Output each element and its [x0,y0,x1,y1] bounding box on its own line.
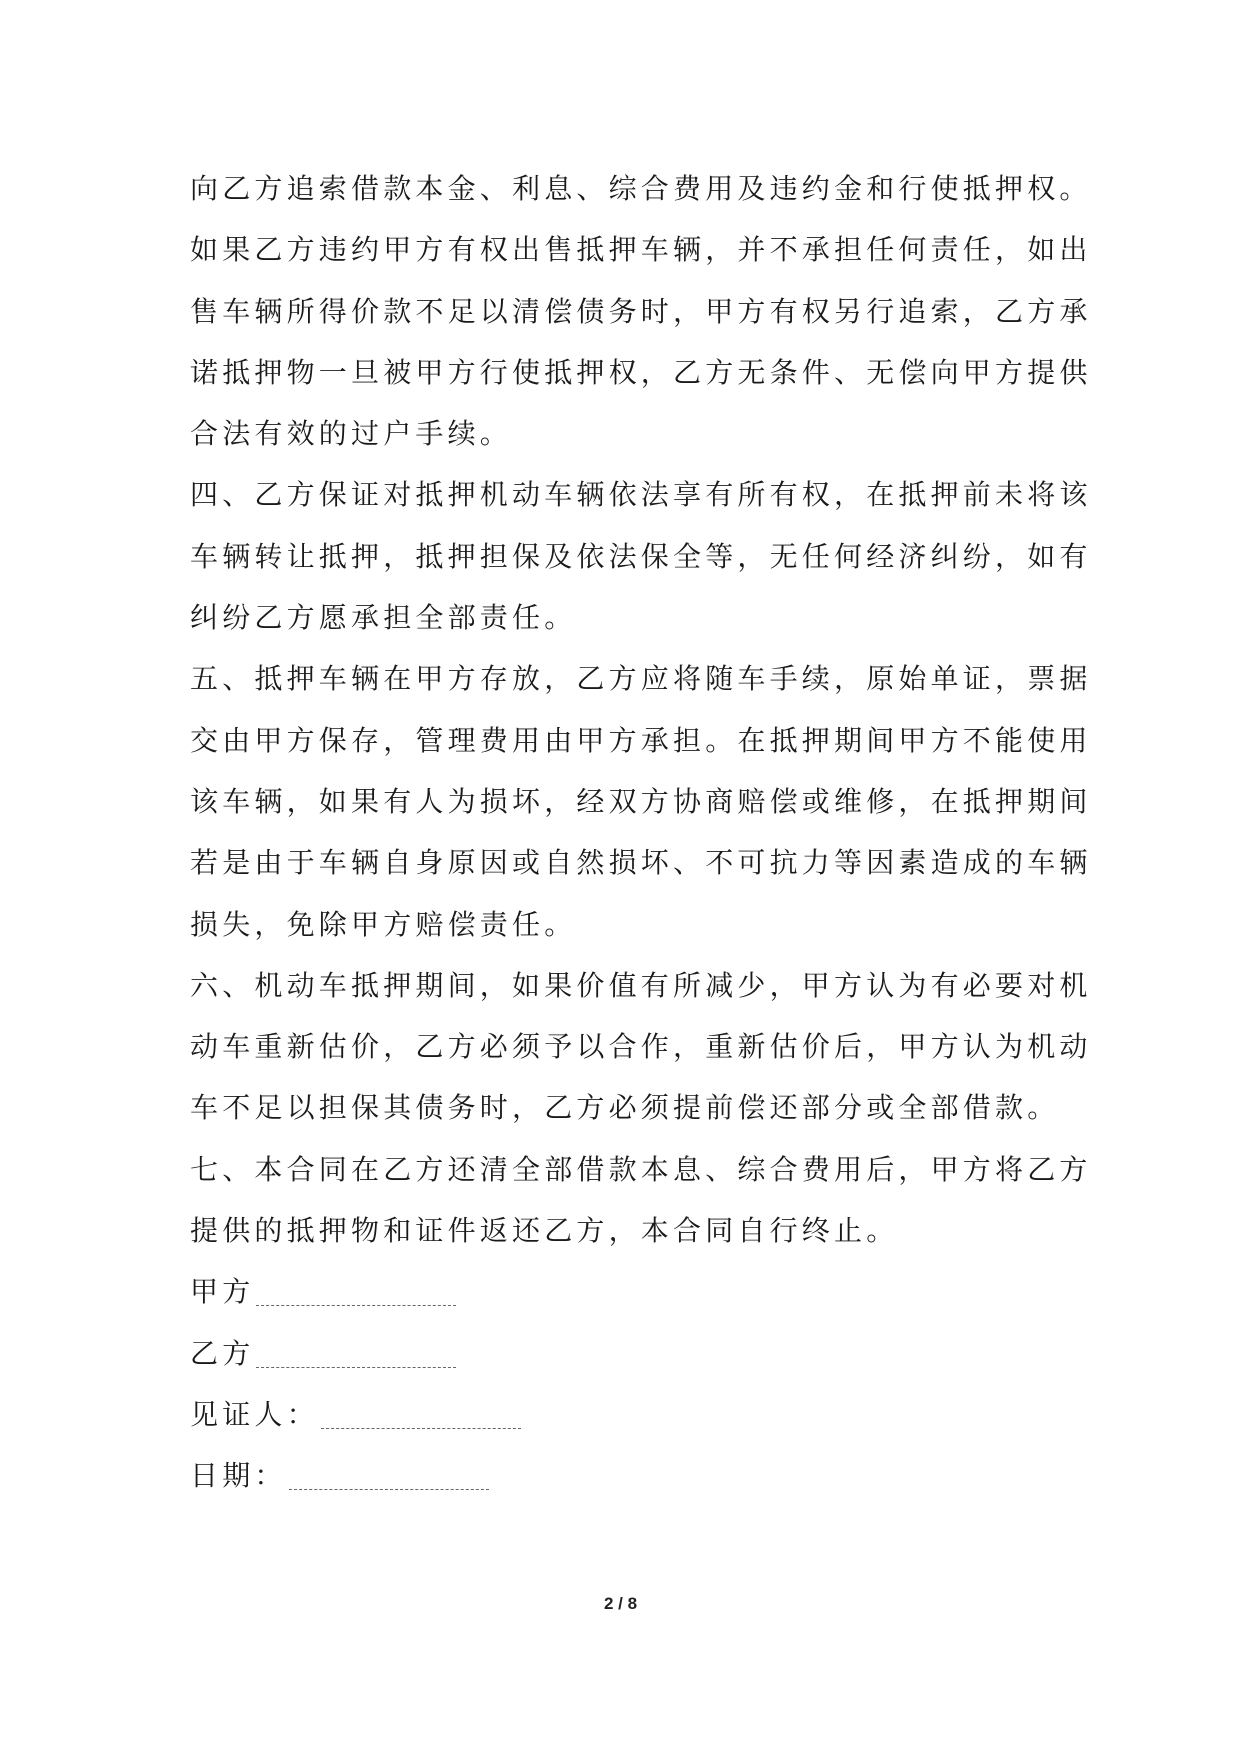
text-line: 向乙方追索借款本金、利息、综合费用及违约金和行使抵押权。 [190,172,1092,205]
witness-blank [321,1384,521,1429]
text-line: 车不足以担保其债务时，乙方必须提前偿还部分或全部借款。 [190,1091,1060,1125]
text-line: 车辆转让抵押，抵押担保及依法保全等，无任何经济纠纷，如有 [190,539,1092,573]
party-b-blank [256,1323,456,1368]
text-line: 如果乙方违约甲方有权出售抵押车辆，并不承担任何责任，如出 [190,233,1092,267]
clause-six-line: 六、机动车抵押期间，如果价值有所减少，甲方认为有必要对机 [190,968,1092,1002]
page-number: 2 / 8 [603,1594,638,1613]
date-signature [190,1445,1070,1506]
text-line: 提供的抵押物和证件返还乙方，本合同自行终止。 [190,1214,899,1248]
party-b-signature [190,1323,1070,1384]
text-line: 该车辆，如果有人为损坏，经双方协商赔偿或维修，在抵押期间 [190,784,1092,818]
clause-four-line: 四、乙方保证对抵押机动车辆依法享有所有权，在抵押前未将该 [190,478,1092,512]
party-a-label: 甲方 [190,1275,255,1309]
witness-label: 见证人： [190,1397,319,1431]
text-line: 诺抵押物一旦被甲方行使抵押权，乙方无条件、无偿向甲方提供 [190,355,1092,389]
text-line: 动车重新估价，乙方必须予以合作，重新估价后，甲方认为机动 [190,1030,1092,1064]
clause-five-line: 五、抵押车辆在甲方存放，乙方应将随车手续，原始单证，票据 [190,662,1092,696]
witness-signature [190,1384,1070,1445]
text-line: 若是由于车辆自身原因或自然损坏、不可抗力等因素造成的车辆 [190,846,1092,880]
date-blank [289,1445,489,1490]
text-line: 售车辆所得价款不足以清偿债务时，甲方有权另行追索，乙方承 [190,294,1092,328]
text-line: 损失，免除甲方赔偿责任。 [190,907,577,941]
text-line: 交由甲方保存，管理费用由甲方承担。在抵押期间甲方不能使用 [190,723,1092,757]
party-a-signature [190,1261,1070,1322]
party-a-blank [256,1261,456,1306]
party-b-label: 乙方 [190,1336,255,1370]
text-line: 合法有效的过户手续。 [190,417,513,451]
clause-seven-line: 七、本合同在乙方还清全部借款本息、综合费用后，甲方将乙方 [190,1152,1092,1186]
date-label: 日期： [190,1459,287,1493]
contract-body [190,158,1092,1507]
text-line: 纠纷乙方愿承担全部责任。 [190,601,577,635]
